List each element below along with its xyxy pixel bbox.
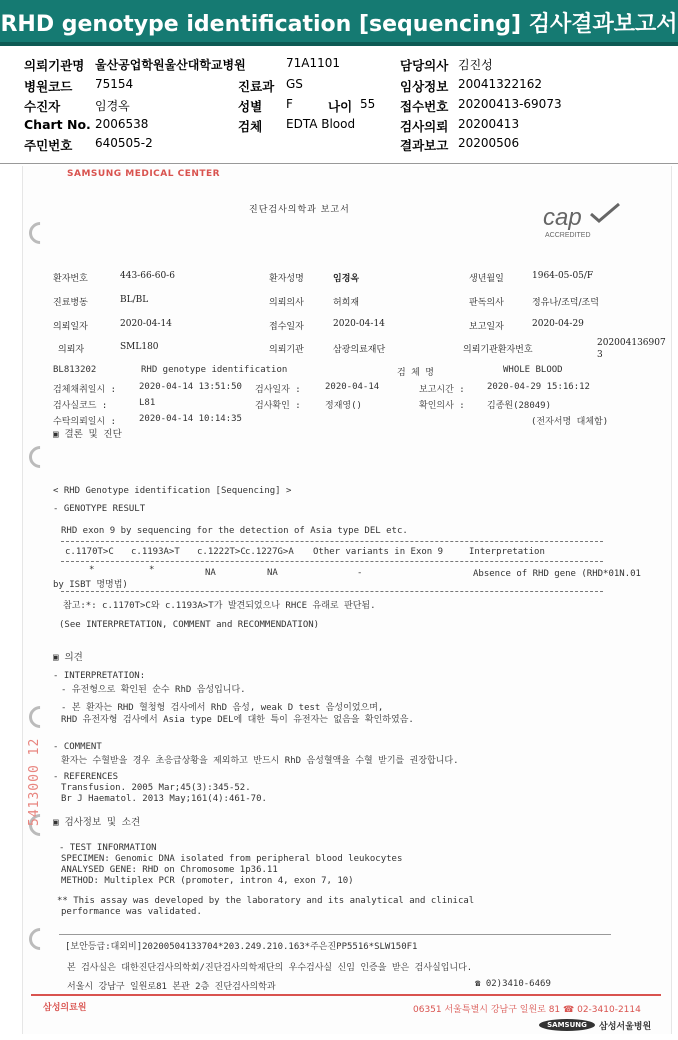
reporttime-label: 보고시간 : bbox=[419, 385, 465, 395]
footer-red-rule bbox=[31, 994, 661, 996]
specimen-label: 검 체 명 bbox=[397, 368, 434, 378]
label-resident-no: 주민번호 bbox=[24, 138, 73, 153]
comment-heading: - COMMENT bbox=[53, 742, 102, 752]
cell-value: Absence of RHD gene (RHD*01N.01 bbox=[473, 569, 641, 579]
lab-phone: ☎ 02)3410-6469 bbox=[475, 979, 551, 989]
confirmdr-value: 김종원(28049) bbox=[487, 401, 552, 411]
value-sex: F bbox=[286, 97, 293, 111]
report-title: RHD genotype identification [sequencing] 검사결과보고서 bbox=[0, 12, 678, 37]
cell-value: * bbox=[149, 565, 155, 575]
exon-line: RHD exon 9 by sequencing for the detection of Asia type DEL etc. bbox=[61, 526, 408, 536]
security-line: [보안등급:대외비]202005041337​04*203.249.210.163*주은진PP5516*SLW150F1 bbox=[65, 942, 418, 952]
hospital-logo: SAMSUNG MEDICAL CENTER bbox=[67, 169, 221, 179]
label-age: 나이 bbox=[328, 99, 353, 114]
cell-value: - bbox=[357, 568, 363, 578]
genotype-result-heading: - GENOTYPE RESULT bbox=[53, 504, 146, 514]
info-label: 환자성명 bbox=[269, 274, 304, 284]
certification-line: 본 검사실은 대한진단검사의학회/진단검사의학재단의 우수검사실 신임 인증을 받은 검사실입니다. bbox=[67, 963, 473, 973]
testcode-label: 검사실코드 : bbox=[53, 401, 108, 411]
test-name: RHD genotype identification bbox=[141, 365, 288, 375]
cell-value: NA bbox=[267, 568, 278, 578]
binder-hole-icon bbox=[24, 701, 55, 732]
info-label: 보고일자 bbox=[469, 322, 504, 332]
label-hospital-code: 병원코드 bbox=[24, 79, 73, 94]
scanned-report bbox=[22, 166, 672, 1034]
scanned-doc-title: 진단검사의학과 보고서 bbox=[249, 205, 350, 215]
value-age: 55 bbox=[360, 97, 376, 111]
info-label: 의뢰일자 bbox=[53, 322, 88, 332]
table-bottom-rule bbox=[61, 591, 603, 592]
info-value: 202004136907 3 bbox=[597, 338, 666, 360]
test-info-2: ANALYSED GENE: RHD on Chromosome 1p36.11 bbox=[61, 865, 278, 875]
value-accession: 20200413-69073 bbox=[458, 97, 562, 111]
info-value: 1964-05-05/F bbox=[532, 271, 594, 281]
label-doctor: 담당의사 bbox=[400, 58, 449, 73]
footer-org: 삼성의료원 bbox=[43, 1003, 87, 1013]
info-value: 정유나/조덕/조덕 bbox=[532, 298, 599, 308]
label-clinical-info: 임상정보 bbox=[400, 79, 449, 94]
comment-1: 환자는 수혈받을 경우 초응급상황을 제외하고 반드시 RhD 음성혈액을 수혈 받기를 권장합니다. bbox=[61, 756, 459, 766]
label-accession: 접수번호 bbox=[400, 99, 449, 114]
serial-number: 5413000 12 bbox=[27, 737, 42, 826]
value-report-date: 20200506 bbox=[458, 136, 520, 150]
footer-hospital: 삼성서울병원 bbox=[599, 1022, 652, 1032]
collect-label: 검체채취일시 : bbox=[53, 385, 117, 395]
see-line: (See INTERPRETATION, COMMENT and RECOMMENDATION) bbox=[59, 620, 320, 630]
binder-hole-icon bbox=[24, 217, 55, 248]
info-label: 의뢰기관환자번호 bbox=[463, 345, 533, 355]
testcode-value: L81 bbox=[139, 398, 156, 408]
value-requesting-org: 울산공업학원울산대학교병원 bbox=[95, 58, 246, 72]
received-label: 수탁의뢰일시 : bbox=[53, 417, 117, 427]
test-info-3: METHOD: Multiplex PCR (promoter, intron 4, exon 7, 10) bbox=[61, 876, 354, 886]
cap-accredited-logo bbox=[543, 204, 623, 244]
assay-note-2: performance was validated. bbox=[61, 907, 202, 917]
report-header bbox=[0, 52, 678, 164]
label-patient: 수진자 bbox=[24, 99, 61, 114]
info-value: 2020-04-14 bbox=[333, 319, 385, 329]
cap-logo-text: cap bbox=[543, 204, 582, 231]
testdate-value: 2020-04-14 bbox=[325, 382, 380, 392]
col-header: Interpretation bbox=[469, 547, 545, 557]
info-label: 의뢰기관 bbox=[269, 345, 304, 355]
interpretation-heading: - INTERPRETATION: bbox=[53, 671, 146, 681]
test-info-heading: - TEST INFORMATION bbox=[59, 843, 157, 853]
value-patient: 임경옥 bbox=[95, 99, 130, 113]
info-value: 삼광의료재단 bbox=[333, 345, 386, 355]
note-line: 참고:*: c.1170T>C와 c.1193A>T가 발견되었으나 RHCE 유래로 판단됨. bbox=[63, 601, 376, 611]
interpretation-1: - 유전형으로 확인된 순수 RhD 음성입니다. bbox=[61, 685, 246, 695]
value-request-date: 20200413 bbox=[458, 117, 520, 131]
info-label: 접수일자 bbox=[269, 322, 304, 332]
test-code: BL813202 bbox=[53, 365, 97, 375]
value-clinical-info: 20041322162 bbox=[458, 77, 542, 91]
test-info-1: SPECIMEN: Genomic DNA isolated from peripheral blood leukocytes bbox=[61, 854, 403, 864]
interpretation-2: - 본 환자는 RHD 혈청형 검사에서 RhD 음성, weak D test 음성이었으며, bbox=[61, 703, 384, 713]
label-request-date: 검사의뢰 bbox=[400, 119, 449, 134]
reference-2: Br J Haematol. 2013 May;161(4):461-70. bbox=[61, 794, 267, 804]
label-specimen: 검체 bbox=[238, 119, 263, 134]
cell-value: * bbox=[89, 565, 95, 575]
assay-note-1: ** This assay was developed by the laboratory and its analytical and clinical bbox=[57, 896, 475, 906]
col-header: Other variants in Exon 9 bbox=[313, 547, 444, 557]
info-label: 의뢰자 bbox=[58, 345, 85, 355]
lab-address: 서울시 강남구 일원로81 본관 2층 진단검사의학과 bbox=[67, 982, 276, 992]
footer-address: 06351 서울특별시 강남구 일원로 81 ☎ 02-3410-2114 bbox=[413, 1005, 641, 1015]
info-value: BL/BL bbox=[120, 295, 149, 305]
info-label: 진료병동 bbox=[53, 298, 88, 308]
confirm-value: 정재영() bbox=[325, 401, 362, 411]
col-header: c.1227G>A bbox=[245, 547, 294, 557]
cell-value-wrap: by ISBT 명명법) bbox=[53, 580, 128, 590]
label-department: 진료과 bbox=[238, 79, 275, 94]
reference-1: Transfusion. 2005 Mar;45(3):345-52. bbox=[61, 783, 251, 793]
checkmark-icon bbox=[589, 202, 621, 224]
info-value: 443-66-60-6 bbox=[120, 271, 175, 281]
info-value: 2020-04-14 bbox=[120, 319, 172, 329]
value-doctor: 김진성 bbox=[458, 58, 493, 72]
cap-accredited-text: ACCREDITED bbox=[545, 232, 591, 239]
binder-hole-icon bbox=[24, 441, 55, 472]
cell-value: NA bbox=[205, 568, 216, 578]
report-subtitle: < RHD Genotype identification [Sequencing] > bbox=[53, 486, 292, 496]
references-heading: - REFERENCES bbox=[53, 772, 119, 782]
section-test-info: ▣ 검사정보 및 소견 bbox=[53, 817, 141, 828]
samsung-logo-text: SAMSUNG bbox=[547, 1021, 587, 1029]
report-title-bar bbox=[0, 0, 678, 46]
col-header: c.1193A>T bbox=[131, 547, 180, 557]
interpretation-3: RHD 유전자형 검사에서 Asia type DEL에 대한 특이 유전자는 없음을 확인하였음. bbox=[61, 715, 414, 725]
confirmdr-label: 확인의사 : bbox=[419, 401, 465, 411]
value-chart-no: 2006538 bbox=[95, 117, 149, 131]
info-value: 임경옥 bbox=[333, 274, 360, 284]
value-hospital-code: 75154 bbox=[95, 77, 134, 91]
samsung-logo bbox=[539, 1019, 595, 1031]
header-divider bbox=[0, 163, 678, 164]
col-header: c.1170T>C bbox=[65, 547, 114, 557]
esign-note: (전자서명 대체함) bbox=[531, 417, 609, 427]
table-mid-rule bbox=[61, 561, 603, 562]
col-header: c.1222T>C bbox=[197, 547, 246, 557]
info-value: 허희재 bbox=[333, 298, 360, 308]
testdate-label: 검사일자 : bbox=[255, 385, 301, 395]
info-label: 생년월일 bbox=[469, 274, 504, 284]
section-opinion: ▣ 의견 bbox=[53, 652, 83, 663]
info-value: SML180 bbox=[120, 342, 159, 352]
label-chart-no: Chart No. bbox=[24, 117, 91, 132]
reporttime-value: 2020-04-29 15:16:12 bbox=[487, 382, 590, 392]
info-label: 의뢰의사 bbox=[269, 298, 304, 308]
binder-hole-icon bbox=[24, 923, 55, 954]
specimen-value: WHOLE BLOOD bbox=[503, 365, 563, 375]
label-sex: 성별 bbox=[238, 99, 263, 114]
table-top-rule bbox=[61, 541, 603, 542]
value-org-code: 71A1101 bbox=[286, 56, 341, 70]
info-value: 2020-04-29 bbox=[532, 319, 584, 329]
collect-value: 2020-04-14 13:51:50 bbox=[139, 382, 242, 392]
info-label: 판독의사 bbox=[469, 298, 504, 308]
value-specimen: EDTA Blood bbox=[286, 117, 356, 131]
received-value: 2020-04-14 10:14:35 bbox=[139, 414, 242, 424]
section-conclusion: ▣ 결론 및 진단 bbox=[53, 429, 122, 440]
label-report-date: 결과보고 bbox=[400, 138, 449, 153]
value-resident-no: 640505-2 bbox=[95, 136, 153, 150]
label-requesting-org: 의뢰기관명 bbox=[24, 58, 85, 73]
confirm-label: 검사확인 : bbox=[255, 401, 301, 411]
value-department: GS bbox=[286, 77, 303, 91]
footer-top-rule bbox=[59, 934, 611, 935]
info-label: 환자번호 bbox=[53, 274, 88, 284]
